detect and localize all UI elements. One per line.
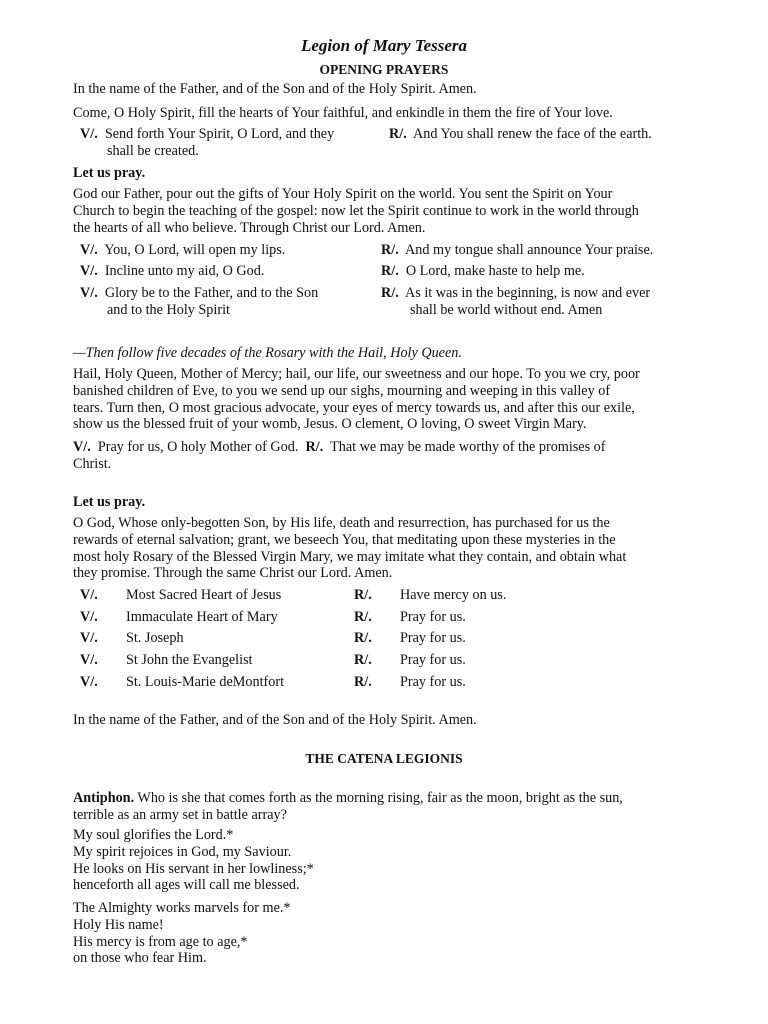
invocation-text: St. Joseph — [126, 630, 184, 646]
versicle-mark: V/. — [80, 285, 98, 301]
sign-of-cross: In the name of the Father, and of the Son and of the Holy Spirit. Amen. — [73, 81, 477, 97]
versicle-text: Pray for us, O holy Mother of God. — [97, 439, 299, 455]
versicle-text-cont: and to the Holy Spirit — [107, 301, 230, 318]
let-us-pray-heading-2: Let us pray. — [73, 494, 146, 510]
invocation-text: St. Louis-Marie deMontfort — [126, 674, 285, 690]
response-mark: R/. — [381, 242, 399, 258]
versicle-mark: V/. — [80, 587, 98, 603]
response-send-forth — [389, 126, 709, 143]
magnificat-verse-1 — [73, 827, 697, 894]
response-text: As it was in the beginning, is now and ever — [405, 285, 651, 301]
prayer-line: tears. Turn then, O most gracious advocate, your eyes of mercy towards us, and after this our exile, — [73, 399, 635, 416]
versicle-mark: V/. — [80, 652, 98, 668]
versicle-mark: V/. — [80, 609, 98, 625]
hail-holy-queen — [73, 366, 713, 433]
versicle-text: You, O Lord, will open my lips. — [104, 242, 286, 258]
prayer-line: they promise. Through the same Christ our Lord. Amen. — [73, 565, 393, 582]
invocation-text: Immaculate Heart of Mary — [126, 609, 278, 625]
invocation-text: Most Sacred Heart of Jesus — [126, 587, 282, 603]
versicle-send-forth — [80, 126, 380, 160]
response-text: O Lord, make haste to help me. — [405, 263, 585, 279]
catena-heading: THE CATENA LEGIONIS — [305, 751, 463, 766]
verse-line: Holy His name! — [73, 916, 164, 933]
versicle-text: Glory be to the Father, and to the Son — [104, 285, 319, 301]
invocation-response: Pray for us. — [400, 630, 466, 646]
versicle-text-cont: shall be created. — [107, 142, 199, 159]
antiphon-text-cont: terrible as an army set in battle array? — [73, 806, 287, 823]
prayer-line: the hearts of all who believe. Through Christ our Lord. Amen. — [73, 219, 426, 236]
response-row — [381, 263, 701, 280]
versicle-text: Send forth Your Spirit, O Lord, and they — [104, 126, 335, 142]
versicle-mark: V/. — [80, 630, 98, 646]
prayer-line: Hail, Holy Queen, Mother of Mercy; hail, our life, our sweetness and our hope. To you we cry, poor — [73, 366, 640, 382]
response-mark: R/. — [381, 263, 399, 279]
verse-line: on those who fear Him. — [73, 950, 207, 967]
versicle-text: Incline unto my aid, O God. — [104, 263, 265, 279]
response-mark: R/. — [354, 652, 372, 668]
o-god-prayer — [73, 515, 713, 582]
versicle-mark: V/. — [73, 439, 91, 455]
invocation-text: St John the Evangelist — [126, 652, 253, 668]
opening-prayers-heading: OPENING PRAYERS — [319, 62, 449, 77]
rosary-note: —Then follow five decades of the Rosary with the Hail, Holy Queen. — [73, 345, 462, 361]
response-mark: R/. — [354, 587, 372, 603]
response-mark: R/. — [354, 609, 372, 625]
antiphon-text: Who is she that comes forth as the morning rising, fair as the moon, bright as the sun, — [137, 790, 623, 806]
come-holy-spirit: Come, O Holy Spirit, fill the hearts of Your faithful, and enkindle in them the fire of Your love. — [73, 105, 613, 121]
magnificat-verse-2 — [73, 900, 697, 967]
verse-line: His mercy is from age to age,* — [73, 933, 248, 950]
prayer-line: O God, Whose only-begotten Son, by His life, death and resurrection, has purchased for us the — [73, 515, 610, 531]
verse-line: My spirit rejoices in God, my Saviour. — [73, 843, 292, 860]
versicle-row — [80, 242, 370, 259]
prayer-line: banished children of Eve, to you we send up our sighs, mourning and weeping in this valley of — [73, 382, 611, 399]
response-text: That we may be made worthy of the promises of — [330, 439, 606, 455]
response-row — [381, 242, 701, 259]
prayer-line: Church to begin the teaching of the gospel: now let the Spirit continue to work in the world through — [73, 202, 639, 219]
response-text: And my tongue shall announce Your praise. — [405, 242, 654, 258]
response-text-cont: shall be world without end. Amen — [410, 301, 603, 318]
let-us-pray-heading: Let us pray. — [73, 165, 146, 181]
prayer-line: most holy Rosary of the Blessed Virgin Mary, we may imitate what they contain, and obtain what — [73, 548, 627, 565]
invocation-response: Pray for us. — [400, 652, 466, 668]
response-mark: R/. — [381, 285, 399, 301]
pray-for-us-versicle — [73, 439, 713, 473]
verse-line: He looks on His servant in her lowliness;* — [73, 860, 314, 877]
versicle-mark: V/. — [80, 242, 98, 258]
invocation-response: Pray for us. — [400, 609, 466, 625]
invocation-response: Have mercy on us. — [400, 587, 507, 603]
versicle-row — [80, 263, 370, 280]
verse-line: The Almighty works marvels for me.* — [73, 900, 291, 916]
response-glory — [381, 285, 701, 319]
response-mark: R/. — [354, 630, 372, 646]
response-text: And You shall renew the face of the earth. — [413, 126, 652, 142]
verse-line: My soul glorifies the Lord.* — [73, 827, 234, 843]
response-text-cont: Christ. — [73, 455, 112, 472]
closing-sign-of-cross: In the name of the Father, and of the Son and of the Holy Spirit. Amen. — [73, 712, 477, 728]
versicle-glory — [80, 285, 375, 319]
antiphon — [73, 790, 713, 824]
antiphon-label: Antiphon. — [73, 790, 135, 806]
response-mark: R/. — [389, 126, 407, 142]
prayer-line: God our Father, pour out the gifts of Your Holy Spirit on the world. You sent the Spirit on Your — [73, 186, 613, 202]
invocation-response: Pray for us. — [400, 674, 466, 690]
verse-line: henceforth all ages will call me blessed. — [73, 877, 300, 894]
prayer-line: show us the blessed fruit of your womb, Jesus. O clement, O loving, O sweet Virgin Mary. — [73, 416, 587, 433]
page-title: Legion of Mary Tessera — [300, 36, 468, 55]
god-our-father-prayer — [73, 186, 713, 236]
versicle-mark: V/. — [80, 263, 98, 279]
prayer-line: rewards of eternal salvation; grant, we beseech You, that meditating upon these mysteries in the — [73, 531, 616, 548]
response-mark: R/. — [305, 439, 324, 455]
versicle-mark: V/. — [80, 674, 98, 690]
versicle-mark: V/. — [80, 126, 98, 142]
response-mark: R/. — [354, 674, 372, 690]
